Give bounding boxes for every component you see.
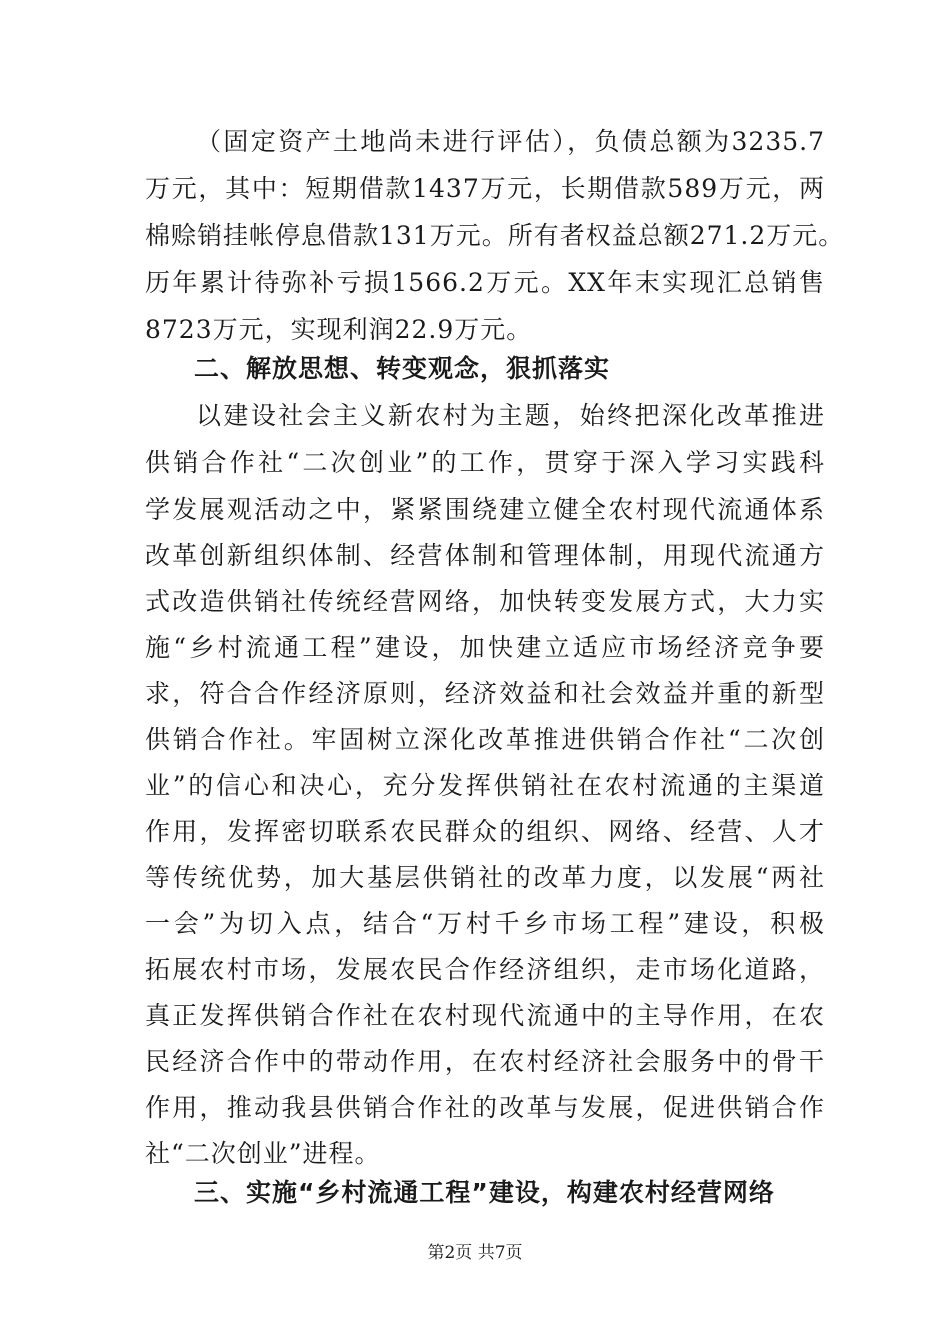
paragraph-line: 社“二次创业”进程。 bbox=[145, 1139, 381, 1168]
paragraph-line: 拓展农村市场，发展农民合作经济组织，走市场化道路， bbox=[145, 955, 825, 984]
paragraph-line: 作用，推动我县供销合作社的改革与发展，促进供销合作 bbox=[145, 1093, 825, 1122]
paragraph-line: 等传统优势，加大基层供销社的改革力度，以发展“两社 bbox=[145, 863, 825, 892]
paragraph-line: 以建设社会主义新农村为主题，始终把深化改革推进 bbox=[196, 401, 825, 430]
paragraph-line: 业”的信心和决心，充分发挥供销社在农村流通的主渠道 bbox=[145, 771, 825, 800]
paragraph-line: 式改造供销社传统经营网络，加快转变发展方式，大力实 bbox=[145, 587, 825, 616]
section-heading: 三、实施“乡村流通工程”建设，构建农村经营网络 bbox=[194, 1178, 775, 1207]
paragraph-line: （固定资产土地尚未进行评估），负债总额为3235.7 bbox=[196, 127, 825, 156]
paragraph-line: 一会”为切入点，结合“万村千乡市场工程”建设，积极 bbox=[145, 909, 825, 938]
paragraph-line: 8723万元，实现利润22.9万元。 bbox=[145, 315, 533, 344]
section-heading: 二、解放思想、转变观念，狠抓落实 bbox=[194, 354, 611, 383]
paragraph-line: 施“乡村流通工程”建设，加快建立适应市场经济竞争要 bbox=[145, 633, 825, 662]
paragraph-line: 求，符合合作经济原则，经济效益和社会效益并重的新型 bbox=[145, 679, 825, 708]
paragraph-line: 学发展观活动之中，紧紧围绕建立健全农村现代流通体系 bbox=[145, 495, 825, 524]
paragraph-line: 历年累计待弥补亏损1566.2万元。XX年末实现汇总销售 bbox=[145, 268, 825, 297]
paragraph-line: 真正发挥供销合作社在农村现代流通中的主导作用，在农 bbox=[145, 1001, 825, 1030]
paragraph-line: 供销合作社“二次创业”的工作，贯穿于深入学习实践科 bbox=[145, 448, 825, 477]
paragraph-line: 万元，其中：短期借款1437万元，长期借款589万元，两 bbox=[145, 174, 825, 203]
paragraph-line: 供销合作社。牢固树立深化改革推进供销合作社“二次创 bbox=[145, 725, 825, 754]
paragraph-line: 民经济合作中的带动作用，在农村经济社会服务中的骨干 bbox=[145, 1047, 825, 1076]
paragraph-line: 改革创新组织体制、经营体制和管理体制，用现代流通方 bbox=[145, 541, 825, 570]
paragraph-line: 棉赊销挂帐停息借款131万元。所有者权益总额271.2万元。 bbox=[145, 221, 845, 250]
page-number-footer: 第2页 共7页 bbox=[427, 1243, 523, 1263]
paragraph-line: 作用，发挥密切联系农民群众的组织、网络、经营、人才 bbox=[145, 817, 825, 846]
